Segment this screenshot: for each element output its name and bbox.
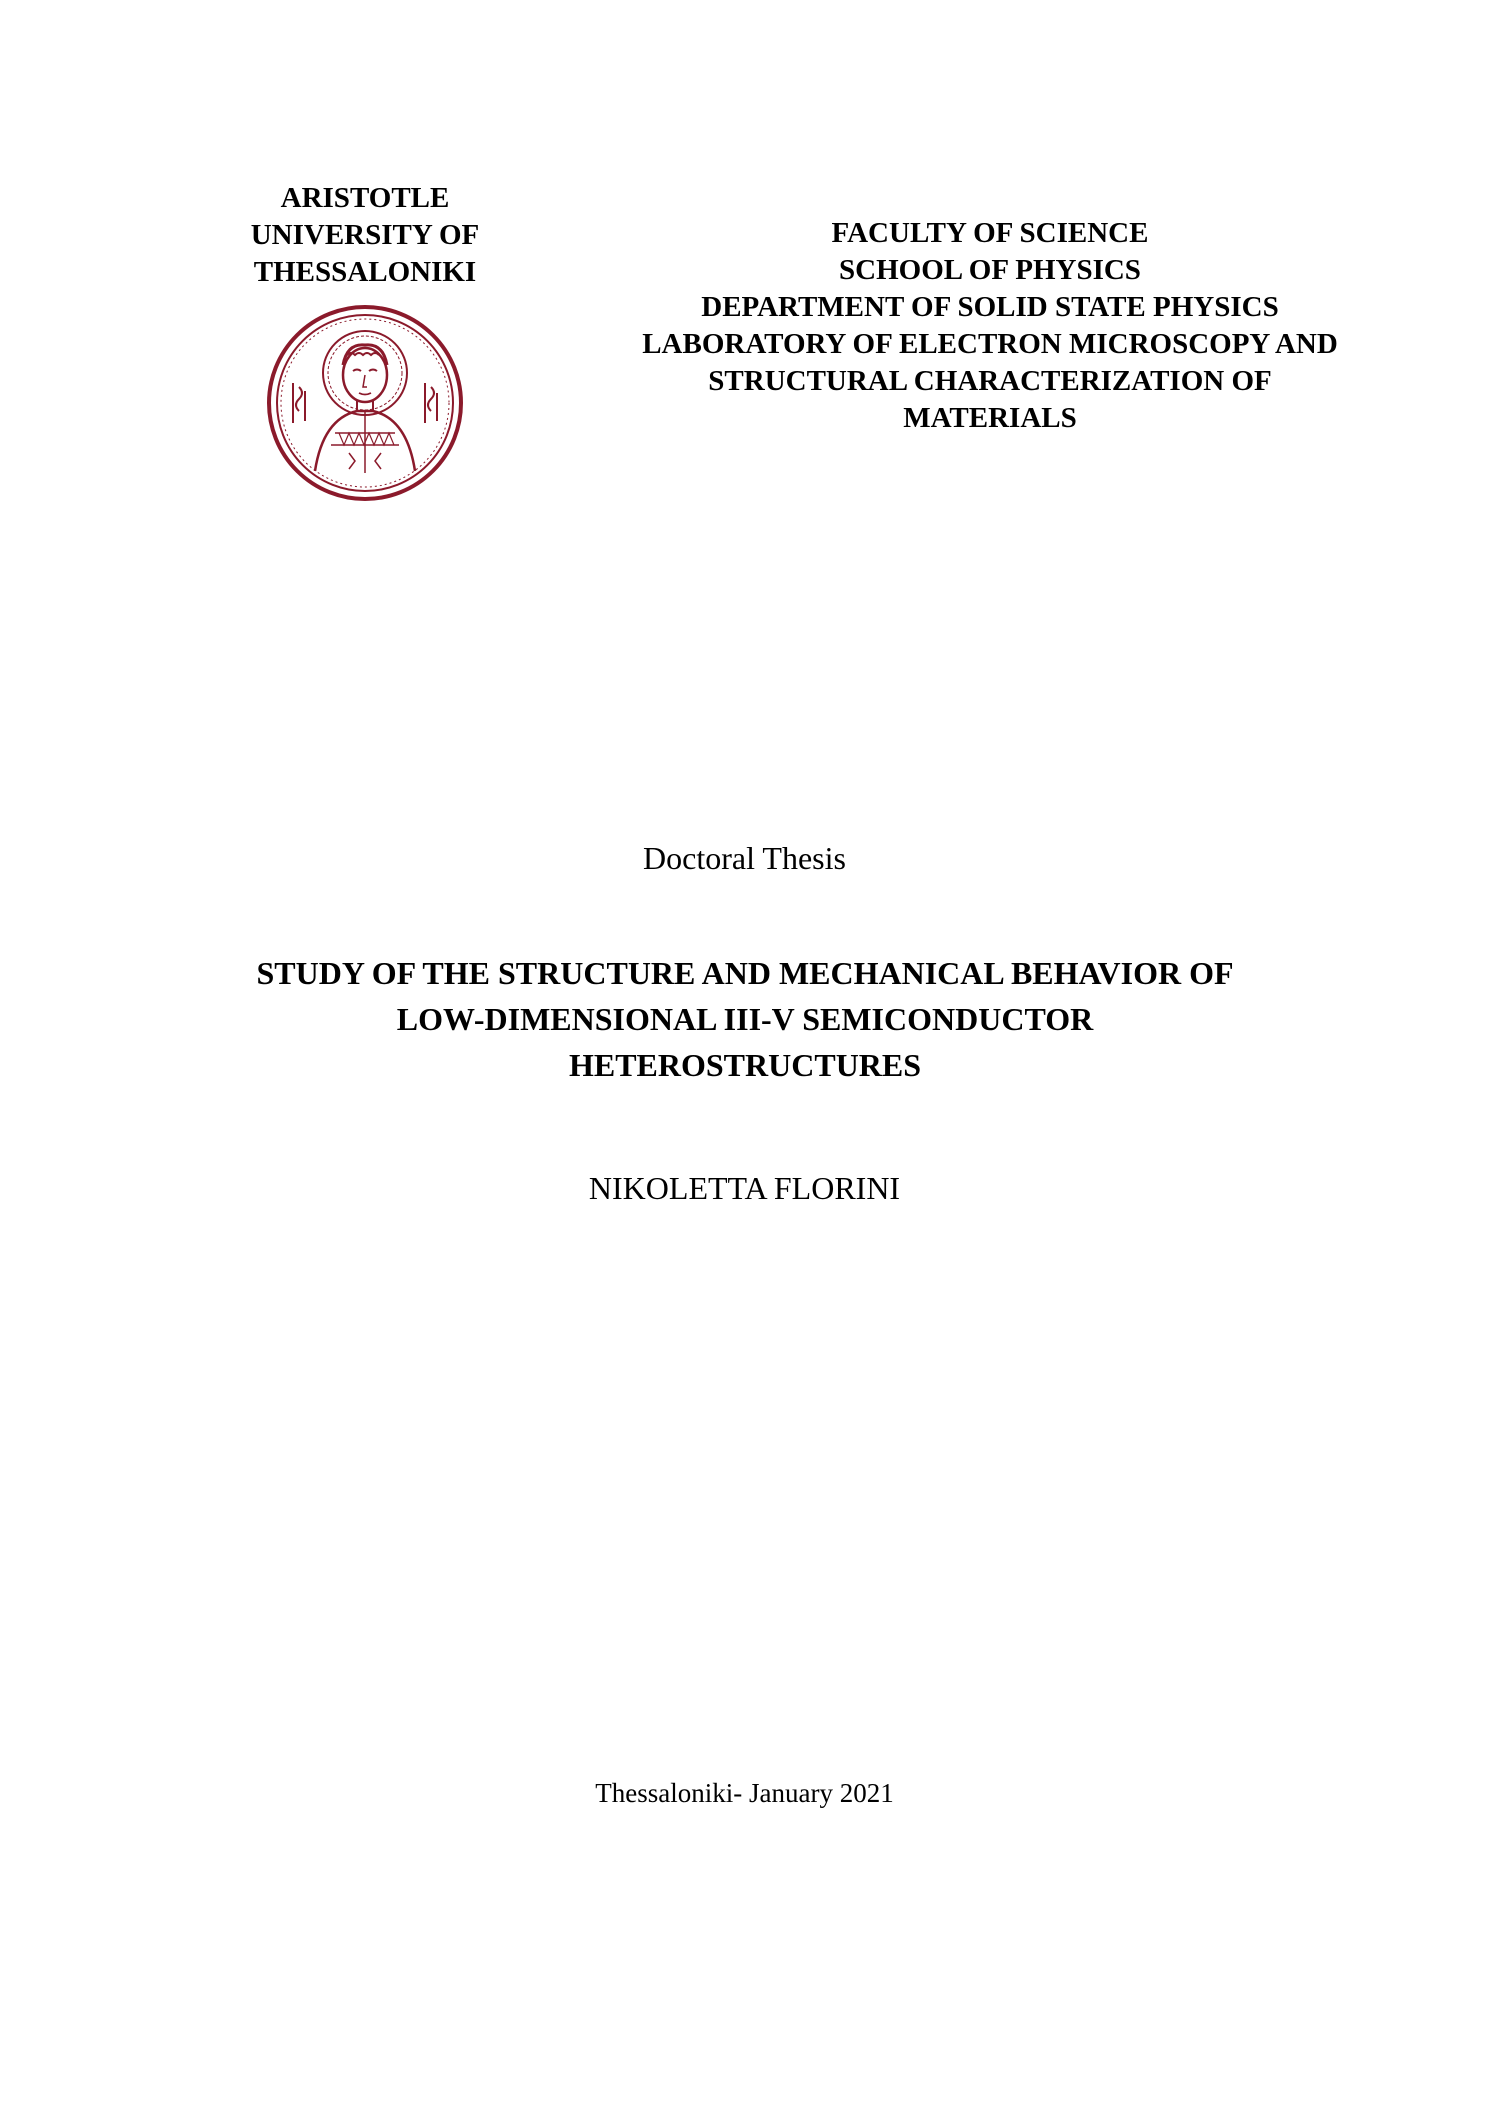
faculty-line: MATERIALS xyxy=(903,402,1077,434)
faculty-line: DEPARTMENT OF SOLID STATE PHYSICS xyxy=(701,291,1279,323)
faculty-line: SCHOOL OF PHYSICS xyxy=(839,254,1141,286)
author-name: NIKOLETTA FLORINI xyxy=(588,1170,901,1206)
thesis-title xyxy=(160,950,1330,1088)
faculty-block xyxy=(585,215,1395,437)
university-name-line: ARISTOTLE xyxy=(280,182,450,214)
faculty-line: LABORATORY OF ELECTRON MICROSCOPY AND xyxy=(642,328,1338,360)
faculty-line: FACULTY OF SCIENCE xyxy=(831,217,1149,249)
thesis-title-line: HETEROSTRUCTURES xyxy=(568,1047,922,1083)
thesis-title-line: LOW-DIMENSIONAL III-V SEMICONDUCTOR xyxy=(396,1001,1094,1037)
university-block xyxy=(215,180,515,503)
university-name-line: THESSALONIKI xyxy=(253,256,477,288)
document-type: Doctoral Thesis xyxy=(643,840,846,876)
university-seal-icon xyxy=(265,303,465,503)
university-name-line: UNIVERSITY OF xyxy=(250,219,480,251)
university-name xyxy=(215,180,515,291)
thesis-title-line: STUDY OF THE STRUCTURE AND MECHANICAL BEHAVIOR OF xyxy=(256,955,1234,991)
place-and-date: Thessaloniki- January 2021 xyxy=(595,1778,894,1808)
faculty-line: STRUCTURAL CHARACTERIZATION OF xyxy=(708,365,1272,397)
